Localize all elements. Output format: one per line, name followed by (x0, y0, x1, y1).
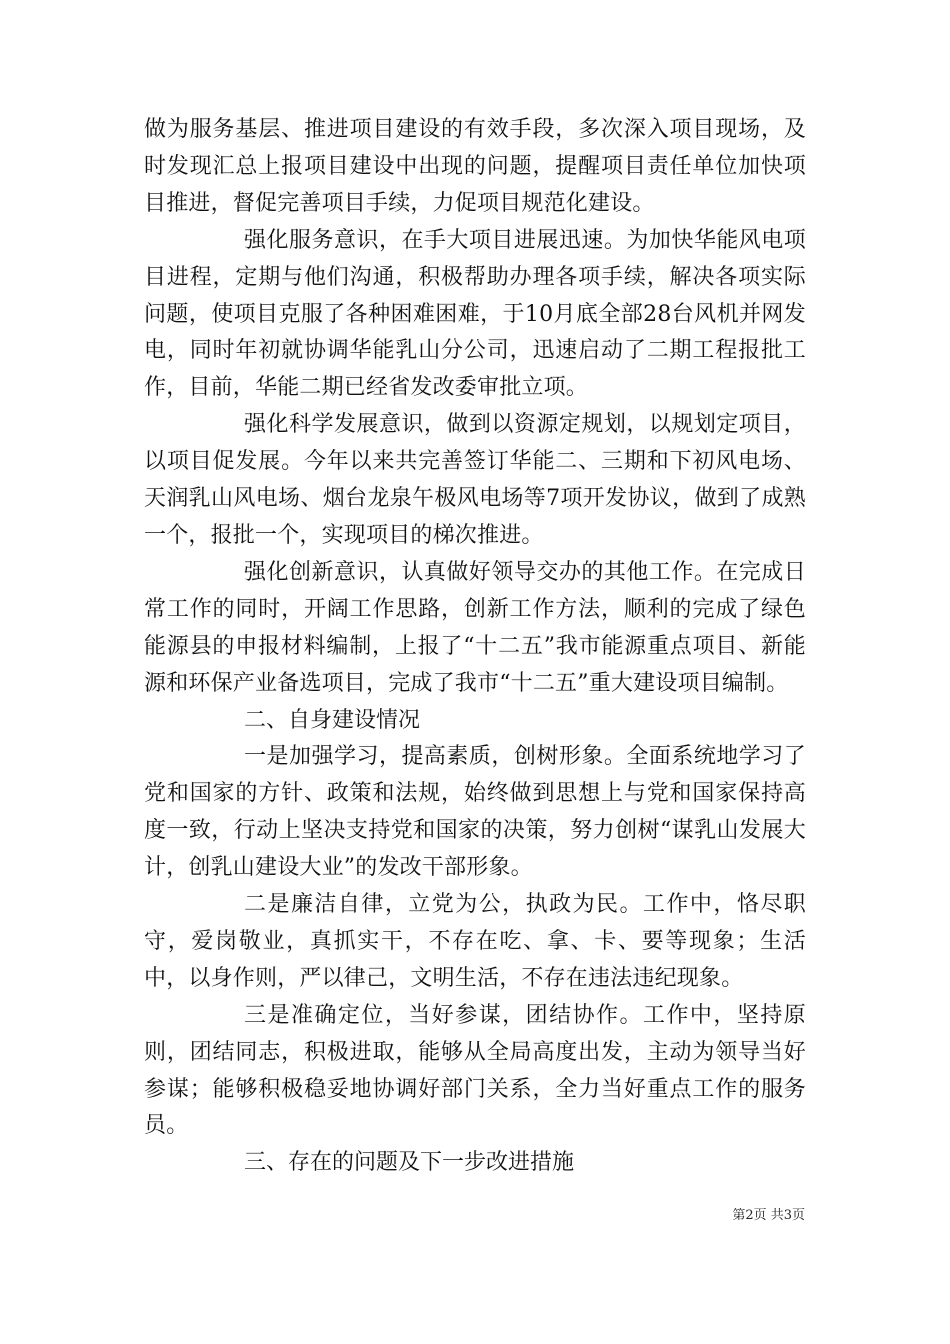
section-heading-problems: 三、存在的问题及下一步改进措施 (244, 1150, 575, 1176)
paragraph-service-awareness: 强化服务意识，在手大项目进展迅速。为加快华能风电项目进程，定期与他们沟通，积极帮助办理各项手续，解决各项实际问题，使项目克服了各种困难困难，于10月底全部28台风机并网发电，同时年初就协调华能乳山分公司，迅速启动了二期工程报批工作，目前，华能二期已经省发改委审批立项。 (144, 227, 806, 401)
page-number-footer: 第2页 共3页 (732, 1208, 805, 1223)
paragraph-innovation-awareness: 强化创新意识，认真做好领导交办的其他工作。在完成日常工作的同时，开阔工作思路，创新工作方法，顺利的完成了绿色能源县的申报材料编制，上报了“十二五”我市能源重点项目、新能源和环保产业备选项目，完成了我市“十二五”重大建设项目编制。 (144, 559, 806, 696)
paragraph-learning: 一是加强学习，提高素质，创树形象。全面系统地学习了党和国家的方针、政策和法规，始终做到思想上与党和国家保持高度一致，行动上坚决支持党和国家的决策，努力创树“谋乳山发展大计，创乳山建设大业”的发改干部形象。 (144, 744, 806, 881)
section-heading-self-construction: 二、自身建设情况 (244, 707, 421, 733)
paragraph-continuation: 做为服务基层、推进项目建设的有效手段，多次深入项目现场，及时发现汇总上报项目建设中出现的问题，提醒项目责任单位加快项目推进，督促完善项目手续，力促项目规范化建设。 (144, 117, 806, 216)
paragraph-positioning: 三是准确定位，当好参谋，团结协作。工作中，坚持原则，团结同志，积极进取，能够从全局高度出发，主动为领导当好参谋；能够积极稳妥地协调好部门关系，全力当好重点工作的服务员。 (144, 1002, 806, 1139)
document-body (144, 112, 806, 1182)
paragraph-integrity: 二是廉洁自律，立党为公，执政为民。工作中，恪尽职守，爱岗敬业，真抓实干，不存在吃、拿、卡、要等现象；生活中，以身作则，严以律己，文明生活，不存在违法违纪现象。 (144, 892, 806, 991)
paragraph-scientific-development: 强化科学发展意识，做到以资源定规划，以规划定项目，以项目促发展。今年以来共完善签订华能二、三期和下初风电场、天润乳山风电场、烟台龙泉午极风电场等7项开发协议，做到了成熟一个，报批一个，实现项目的梯次推进。 (144, 412, 806, 548)
